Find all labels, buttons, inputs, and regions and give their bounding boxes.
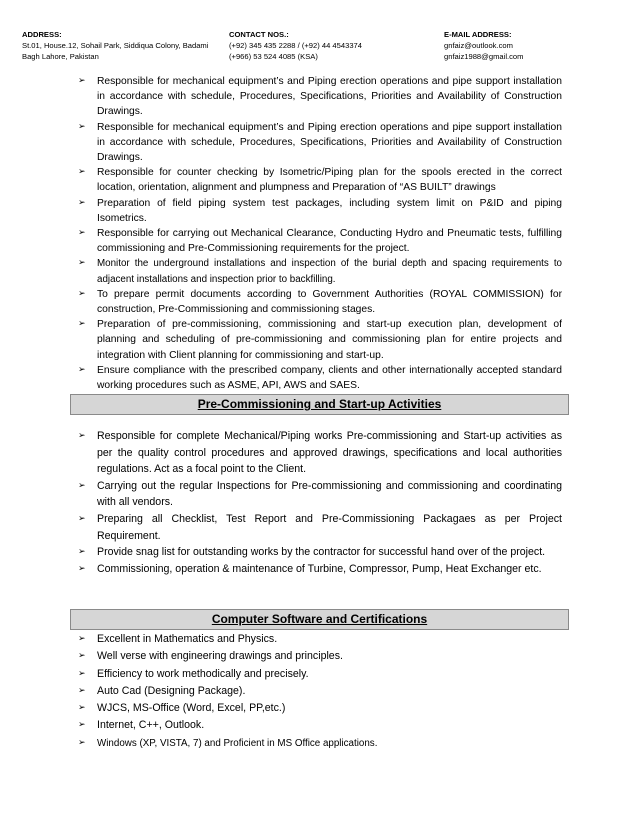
list-item: ➢ Auto Cad (Designing Package). xyxy=(76,683,562,700)
contact-title: CONTACT NOS.: xyxy=(229,30,289,39)
precommissioning-list xyxy=(76,428,562,577)
list-item: ➢ Well verse with engineering drawings and principles. xyxy=(76,648,562,665)
list-item: ➢ Responsible for complete Mechanical/Piping works Pre-commissioning and Start-up activities as per the quality control procedures and approved drawings, specifications and local authorities regulations. Act as a focal point to the Client. xyxy=(76,428,562,478)
list-item: ➢ Efficiency to work methodically and precisely. xyxy=(76,666,562,683)
section-title: Computer Software and Certifications xyxy=(211,612,428,626)
address-block xyxy=(22,29,232,62)
list-item: ➢ Excellent in Mathematics and Physics. xyxy=(76,631,562,648)
software-list xyxy=(76,631,562,752)
list-item: ➢ To prepare permit documents according to Government Authorities (ROYAL COMMISSION) for construction, Pre-Commissioning and commissioning stages. xyxy=(76,287,562,317)
section-title: Pre-Commissioning and Start-up Activities xyxy=(197,397,442,411)
list-item: ➢ Provide snag list for outstanding works by the contractor for successful hand over of the project. xyxy=(76,544,562,561)
list-item: ➢ Responsible for mechanical equipment’s and Piping erection operations and pipe support installation in accordance with schedule, Procedures, Specifications, Priorities and Availability of Construction Drawings. xyxy=(76,74,562,120)
list-item: ➢ Carrying out the regular Inspections for Pre-commissioning and commissioning and coordinating with all vendors. xyxy=(76,478,562,511)
contact-block xyxy=(229,29,429,62)
list-item: ➢ Internet, C++, Outlook. xyxy=(76,717,562,734)
email-line: gnfaiz@outlook.com xyxy=(444,41,513,50)
list-item: ➢ Responsible for counter checking by Isometric/Piping plan for the spools erected in the correct location, orientation, alignment and plumpness and Preparation of “AS BUILT” drawings xyxy=(76,165,562,195)
contact-line: (+92) 345 435 2288 / (+92) 44 4543374 xyxy=(229,41,362,50)
list-item: ➢ Responsible for carrying out Mechanical Clearance, Conducting Hydro and Pneumatic tests, fulfilling commissioning and Pre-Commissioning requirements for the project. xyxy=(76,226,562,256)
list-item: ➢ Preparation of pre-commissioning, commissioning and start-up execution plan, development of planning and scheduling of pre-commissioning and commissioning plan for entire projects and integration with Client planning for commissioning and start-up. xyxy=(76,317,562,363)
list-item: ➢ Preparing all Checklist, Test Report and Pre-Commissioning Packagaes as per Project Requirement. xyxy=(76,511,562,544)
address-title: ADDRESS: xyxy=(22,30,62,39)
list-item: ➢ Monitor the underground installations and inspection of the burial depth and spacing requirements to adjacent installations and inspection prior to backfilling. xyxy=(76,256,562,286)
contact-line: (+966) 53 524 4085 (KSA) xyxy=(229,52,318,61)
list-item: ➢ Commissioning, operation & maintenance of Turbine, Compressor, Pump, Heat Exchanger etc. xyxy=(76,561,562,578)
list-item: ➢ Preparation of field piping system test packages, including system limit on P&ID and piping Isometrics. xyxy=(76,196,562,226)
email-block xyxy=(444,29,604,62)
responsibilities-list xyxy=(76,74,562,393)
list-item: ➢ Windows (XP, VISTA, 7) and Proficient in MS Office applications. xyxy=(76,735,562,752)
address-line: St.01, House.12, Sohail Park, Siddiqua Colony, Badami xyxy=(22,41,209,50)
section-heading-precommissioning xyxy=(70,394,569,415)
list-item: ➢ WJCS, MS-Office (Word, Excel, PP,etc.) xyxy=(76,700,562,717)
email-title: E-MAIL ADDRESS: xyxy=(444,30,512,39)
address-line: Bagh Lahore, Pakistan xyxy=(22,52,99,61)
list-item: ➢ Responsible for mechanical equipment’s and Piping erection operations and pipe support installation in accordance with schedule, Procedures, Specifications, Priorities and Availability of Construction Drawings. xyxy=(76,120,562,166)
email-line: gnfaiz1988@gmail.com xyxy=(444,52,524,61)
section-heading-software xyxy=(70,609,569,630)
list-item: ➢ Ensure compliance with the prescribed company, clients and other internationally accepted standard working procedures such as ASME, API, AWS and SAES. xyxy=(76,363,562,393)
